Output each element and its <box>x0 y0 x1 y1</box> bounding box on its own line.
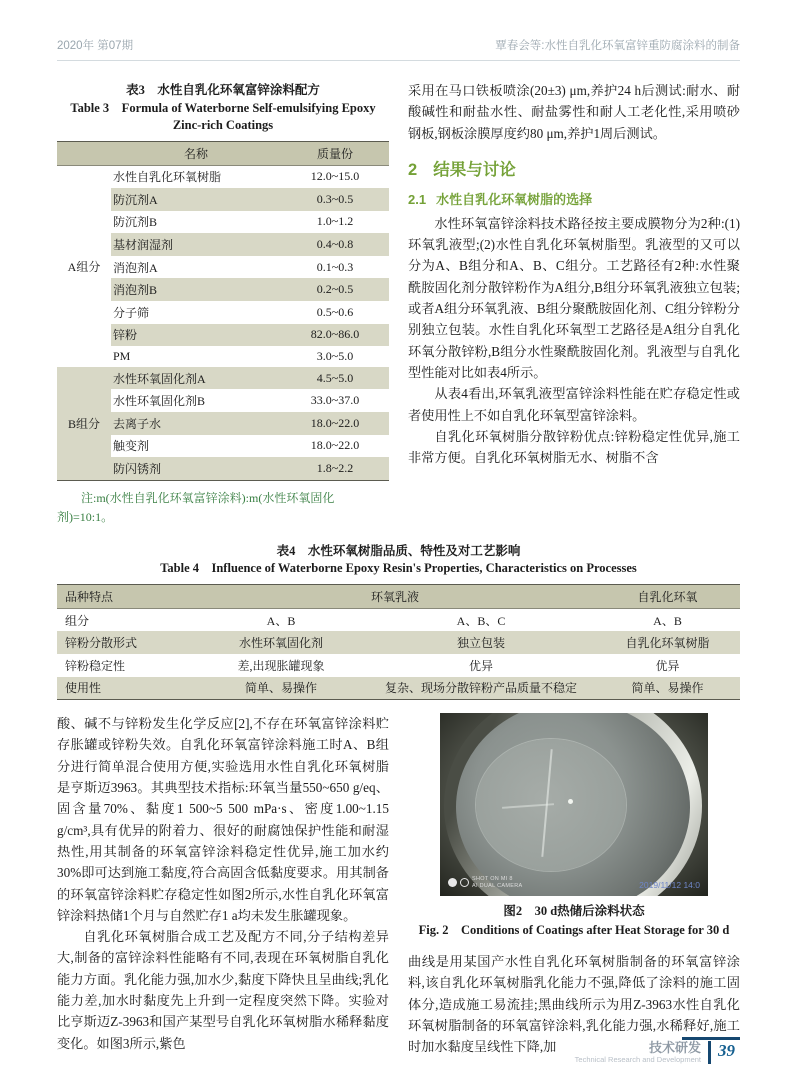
right-column-top <box>408 80 740 527</box>
table-row <box>57 165 389 188</box>
paragraph: 采用在马口铁板喷涂(20±3) μm,养护24 h后测试:耐水、耐酸碱性和耐盐水性、耐盐雾性和耐人工老化性,采用喷砂钢板,钢板涂膜厚度约80 μm,养护1周后测试。 <box>408 83 740 141</box>
paragraph: 从表4看出,环氧乳液型富锌涂料性能在贮存稳定性或者使用性上不如自乳化环氧型富锌涂料。 <box>408 386 740 423</box>
section-2-1-title: 水性自乳化环氧树脂的选择 <box>436 191 593 207</box>
footer-section-label <box>575 1037 701 1064</box>
page-content <box>57 80 740 1058</box>
watermark-line2: AI DUAL CAMERA <box>472 882 523 889</box>
table4-title-en: Table 4 Influence of Waterborne Epoxy Resin's Properties, Characteristics on Processes <box>160 561 637 576</box>
table4 <box>57 584 740 700</box>
table-cell: 基材润湿剂 <box>113 238 174 253</box>
table-cell: 锌粉 <box>113 328 138 343</box>
table-cell: A、B <box>266 613 296 628</box>
component-group-label: A组分 <box>67 259 101 274</box>
table4-col-feature: 品种特点 <box>57 584 195 608</box>
paragraph: 曲线是用某国产水性自乳化环氧树脂制备的环氧富锌涂料,该自乳化环氧树脂乳化能力不强,降低了涂料的施工固体分,造成施工易流挂;黑曲线所示为用Z-3963水性自乳化环氧树脂制备的环氧富锌涂料,乳化能力强,水稀释好,施工时加水黏度呈线性下降,加 <box>408 954 740 1055</box>
table-row <box>57 631 740 654</box>
table-row <box>57 367 389 390</box>
page-number: 39 <box>708 1041 740 1064</box>
table-cell: A、B <box>653 613 682 628</box>
page-header <box>57 37 740 61</box>
table-cell: 0.2~0.5 <box>316 282 354 297</box>
table-cell: 复杂、现场分散锌粉产品质量不稳定 <box>384 681 577 696</box>
page-footer <box>575 1037 740 1064</box>
issue-info: 2020年 第07期 <box>57 40 134 52</box>
table-cell: 锌粉分散形式 <box>65 636 138 651</box>
right-top-paras <box>408 80 740 144</box>
table-cell: 触变剂 <box>113 439 150 454</box>
table3-title-en-line2: Zinc-rich Coatings <box>172 118 274 132</box>
paragraph: 自乳化环氧树脂分散锌粉优点:锌粉稳定性优异,施工非常方便。自乳化环氧树脂无水、树脂不含 <box>408 428 740 466</box>
table-cell: 差,出现胀罐现象 <box>237 658 325 673</box>
running-title: 覃春会等:水性自乳化环氧富锌重防腐涂料的制备 <box>495 40 740 52</box>
right-column-bottom <box>408 713 740 1057</box>
table3-title <box>57 82 389 135</box>
table-cell: 0.4~0.8 <box>316 237 354 252</box>
footer-label-en: Technical Research and Development <box>574 1055 701 1064</box>
section-2-heading <box>408 156 740 180</box>
paragraph: 水性环氧富锌涂料技术路径按主要成膜物分为2种:(1)环氧乳液型;(2)水性自乳化环氧树脂型。乳液型的又可以分为A、B组分和A、B、C组分。工艺路径有2种:水性聚酰胺固化剂分散锌粉作为A组分,B组分环氧乳液独立包装;或者A组分环氧乳液、B组分聚酰胺固化剂、C组分锌粉分别独立包装。水性自乳化环氧型工艺路径是A组分自乳化环氧分散锌粉,B组分水性聚酰胺固化剂。乳液型与自乳化型性能对比如表4所示。 <box>408 215 740 380</box>
watermark-text <box>472 876 522 889</box>
left-column-top <box>57 80 389 527</box>
camera-watermark <box>448 876 522 889</box>
table-cell: 4.5~5.0 <box>316 370 354 385</box>
table4-title-zh: 表4 水性环氧树脂品质、特性及对工艺影响 <box>276 543 521 558</box>
photo-timestamp: 2019/11/12 14:0 <box>639 880 700 891</box>
paragraph: 酸、碱不与锌粉发生化学反应[2],不存在环氧富锌涂料贮存胀罐或锌粉失效。自乳化环氧富锌涂料施工时A、B组分进行简单混合使用方便,实验选用水性自乳化环氧树脂是亨斯迈3963。其典型技术指标:环氧当量550~650 g/eq、固含量70%、黏度1 500~5 500 mPa·s、密度1.00~1.15 g/cm³,具有优异的附着力、很好的耐腐蚀保护性能和耐湿热性,用其制备的环氧富锌涂料稳定性优异,施工加水约30%即可达到施工黏度,符合高固含低黏度要求。用其制备的环氧富锌涂料贮存稳定性如图2所示,水性自乳化环氧富锌涂料热储1个月与自然贮存1 a均未发生胀罐现象。 <box>57 716 389 923</box>
table-row <box>57 677 740 700</box>
table-cell: 0.1~0.3 <box>316 259 354 274</box>
paragraph: 自乳化环氧树脂合成工艺及配方不同,分子结构差异大,制备的富锌涂料性能略有不同,表现在环氧树脂自乳化能力方面。乳化能力强,加水少,黏度下降快且呈曲线;乳化能力差,加水时黏度先上升到一定程度突然下降。实验对比亨斯迈Z-3963和国产某型号自乳化环氧树脂水稀释黏度变化。如图3所示,紫色 <box>57 929 389 1051</box>
table-row <box>57 608 740 631</box>
table-cell: PM <box>113 349 131 364</box>
watermark-dot-icon <box>448 878 457 887</box>
table-cell: 1.0~1.2 <box>316 214 354 229</box>
table4-block <box>57 543 740 700</box>
table3-header-spacer <box>57 141 111 165</box>
table-cell: 0.3~0.5 <box>316 191 354 206</box>
table-cell: 12.0~15.0 <box>310 169 360 184</box>
table3-body <box>57 165 389 480</box>
table-cell: 防闪锈剂 <box>113 462 162 477</box>
table4-title <box>57 543 740 578</box>
table-cell: 33.0~37.0 <box>310 393 360 408</box>
table-cell: 消泡剂B <box>113 283 158 298</box>
table4-col-selfemulsifying: 自乳化环氧 <box>595 584 740 608</box>
page-number-block <box>708 1037 740 1064</box>
table-cell: 去离子水 <box>113 416 162 431</box>
page-number-topline <box>682 1037 740 1040</box>
table-cell: 优异 <box>655 658 680 673</box>
figure2-caption-zh: 图2 30 d热储后涂料状态 <box>503 904 645 919</box>
table3 <box>57 141 389 481</box>
table3-col-amount: 质量份 <box>281 141 389 165</box>
table-cell: 水性自乳化环氧树脂 <box>113 170 222 185</box>
table-cell: 1.8~2.2 <box>316 461 354 476</box>
table-cell: 组分 <box>65 613 90 628</box>
section-2-1-number: 2.1 <box>408 191 427 207</box>
table3-title-en-line1: Table 3 Formula of Waterborne Self-emulsifying Epoxy <box>70 100 376 115</box>
table-cell: 水性环氧固化剂A <box>113 371 206 386</box>
table-cell: 简单、易操作 <box>631 681 704 696</box>
top-columns <box>57 80 740 527</box>
table-cell: 防沉剂B <box>113 215 158 230</box>
figure2-caption <box>408 902 740 940</box>
table-cell: 锌粉稳定性 <box>65 658 126 673</box>
left-column-bottom <box>57 713 389 1057</box>
component-group-label: B组分 <box>67 416 100 431</box>
figure2-caption-en: Fig. 2 Conditions of Coatings after Heat Storage for 30 d <box>418 923 730 938</box>
table3-note: 注:m(水性自乳化环氧富锌涂料):m(水性环氧固化剂)=10:1。 <box>57 490 335 524</box>
table-cell: 使用性 <box>65 681 102 696</box>
table-cell: 0.5~0.6 <box>316 304 354 319</box>
figure2-photo <box>440 713 708 896</box>
section-2-number: 2 <box>408 160 418 179</box>
table-cell: A、B、C <box>456 613 506 628</box>
section-2-title: 结果与讨论 <box>433 160 516 179</box>
footer-label-zh: 技术研发 <box>648 1040 701 1055</box>
section-2-1-heading <box>408 189 740 208</box>
table-cell: 简单、易操作 <box>244 681 317 696</box>
table4-col-emulsion: 环氧乳液 <box>195 584 595 608</box>
table-cell: 分子筛 <box>113 305 150 320</box>
table-cell: 18.0~22.0 <box>310 438 360 453</box>
table3-title-zh: 表3 水性自乳化环氧富锌涂料配方 <box>126 83 320 97</box>
bottom-columns <box>57 713 740 1057</box>
watermark-line1: SHOT ON MI 8 <box>472 876 513 883</box>
table-cell: 独立包装 <box>456 636 505 651</box>
section-2-1-paras <box>408 213 740 469</box>
table-cell: 3.0~5.0 <box>316 349 354 364</box>
table4-body <box>57 608 740 699</box>
table-row <box>57 654 740 677</box>
table-cell: 自乳化环氧树脂 <box>625 636 710 651</box>
table-cell: 防沉剂A <box>113 192 158 207</box>
table3-header-row <box>57 141 389 165</box>
watermark-ring-icon <box>460 878 469 887</box>
table-cell: 水性环氧固化剂B <box>113 394 206 409</box>
table3-col-name: 名称 <box>111 141 281 165</box>
table4-header-row <box>57 584 740 608</box>
table-cell: 18.0~22.0 <box>310 415 360 430</box>
table-cell: 消泡剂A <box>113 260 158 275</box>
table-cell: 优异 <box>468 658 493 673</box>
table-cell: 82.0~86.0 <box>310 327 360 342</box>
table-cell: 水性环氧固化剂 <box>238 636 323 651</box>
